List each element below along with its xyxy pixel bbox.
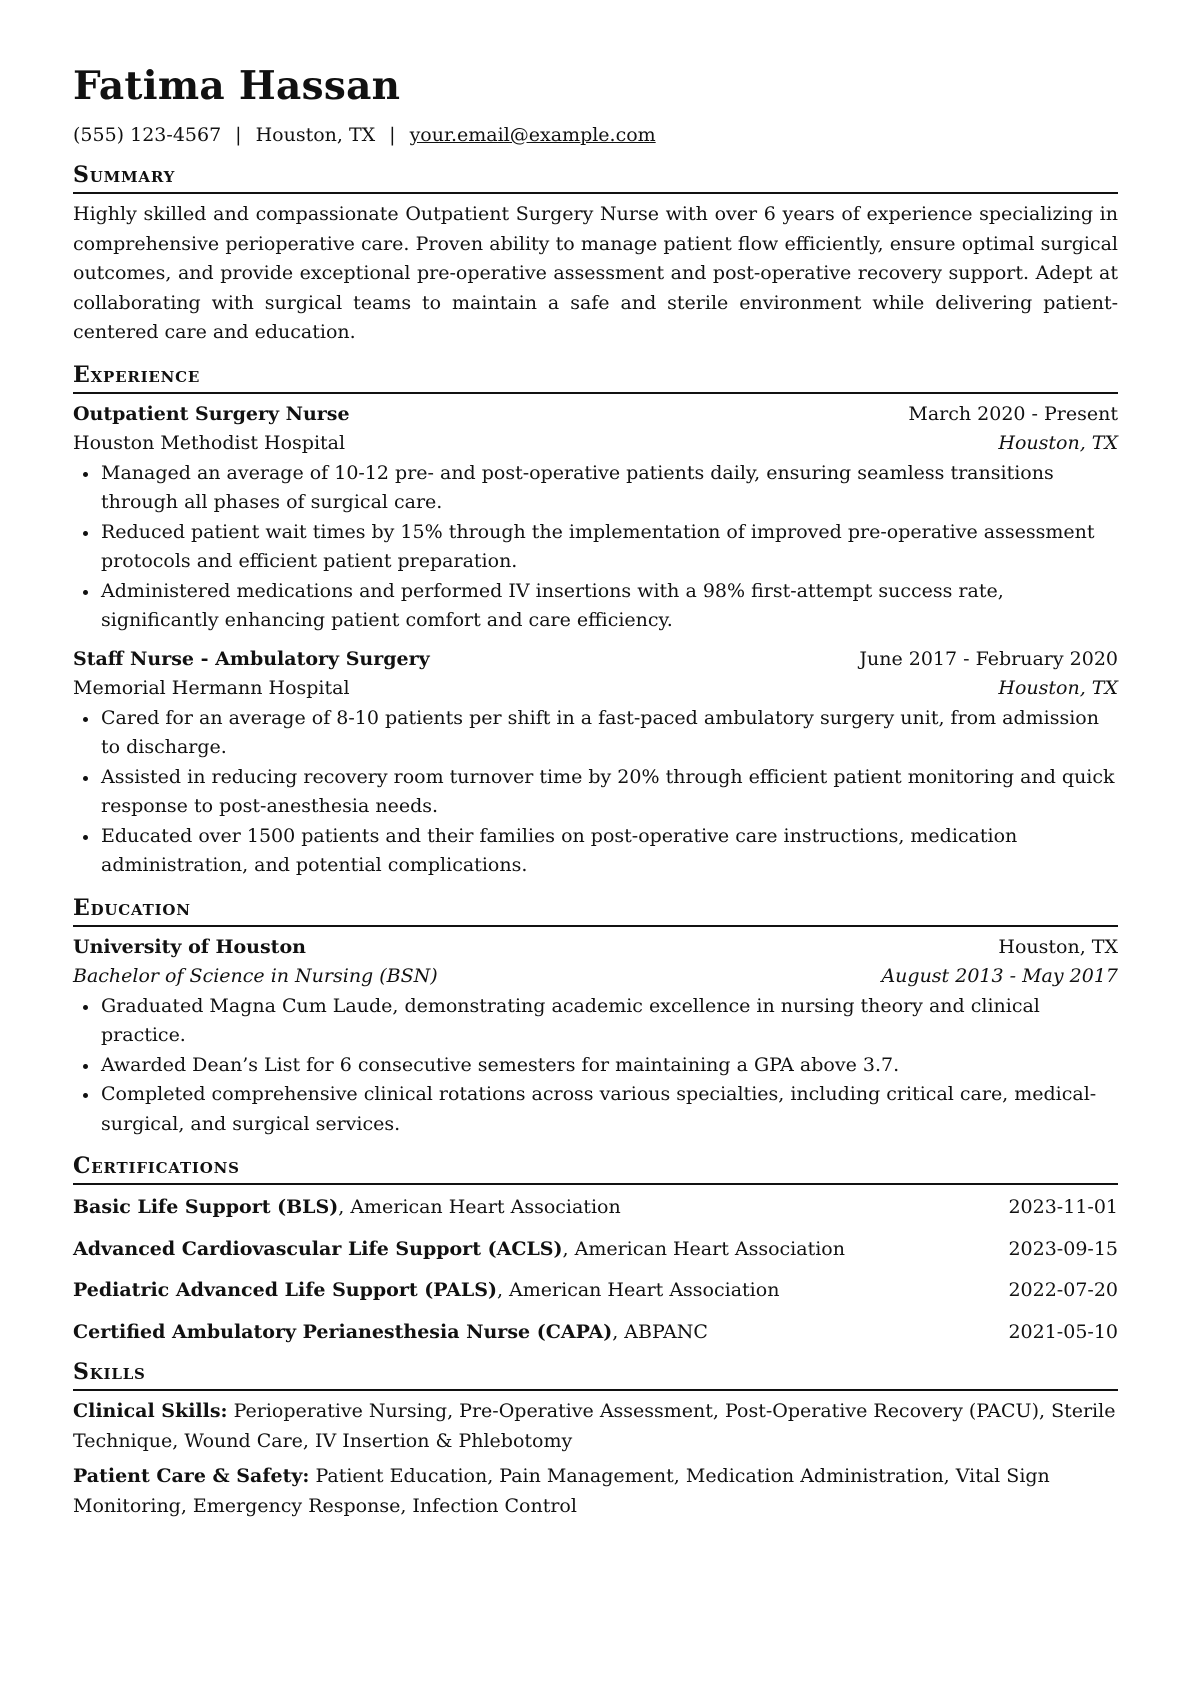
cert-date: 2023-11-01 (1008, 1196, 1118, 1218)
certification-item (73, 1193, 1118, 1223)
contact-line (73, 122, 1118, 148)
job-header (73, 400, 1118, 430)
education-subheader (73, 962, 1118, 992)
job-header (73, 645, 1118, 675)
phone: (555) 123-4567 (73, 124, 222, 146)
job-title: Staff Nurse - Ambulatory Surgery (73, 647, 430, 670)
job-bullets (73, 704, 1118, 881)
job-entry (73, 400, 1118, 636)
job-dates: June 2017 - February 2020 (859, 647, 1118, 670)
separator: | (389, 124, 396, 146)
skill-group-items: Patient Education, Pain Management, Medication Administration, Vital Sign Monitoring, Emergency Response, Infection Control (73, 1465, 1050, 1517)
job-entry (73, 645, 1118, 881)
cert-issuer: , American Heart Association (562, 1237, 845, 1260)
cert-issuer: , American Heart Association (496, 1279, 780, 1301)
bullet-item: Managed an average of 10-12 pre- and post-operative patients daily, ensuring seamless transitions through all phases of surgical care. (73, 459, 1118, 518)
cert-date: 2023-09-15 (1008, 1237, 1118, 1260)
education-entry (73, 933, 1118, 1140)
summary-section (73, 162, 1118, 348)
job-subheader (73, 674, 1118, 704)
job-dates: March 2020 - Present (908, 402, 1118, 425)
cert-name: Pediatric Advanced Life Support (PALS) (73, 1279, 497, 1301)
education-bullets (73, 992, 1118, 1140)
job-location: Houston, TX (998, 432, 1118, 454)
section-title-certifications: Certifications (73, 1153, 1118, 1185)
job-title: Outpatient Surgery Nurse (73, 402, 350, 425)
cert-issuer: , American Heart Association (338, 1196, 621, 1218)
job-bullets (73, 459, 1118, 636)
certification-item (73, 1235, 1118, 1265)
email-link[interactable]: your.email@example.com (409, 124, 656, 146)
school-name: University of Houston (73, 935, 306, 958)
certification-list (73, 1193, 1118, 1347)
job-subheader (73, 429, 1118, 459)
cert-issuer: , ABPANC (612, 1320, 708, 1343)
education-dates: August 2013 - May 2017 (881, 965, 1118, 987)
degree: Bachelor of Science in Nursing (BSN) (73, 965, 438, 987)
candidate-name: Fatima Hassan (73, 63, 401, 109)
education-header (73, 933, 1118, 963)
skill-group (73, 1462, 1118, 1521)
certification-item (73, 1276, 1118, 1306)
skills-section (73, 1359, 1118, 1521)
bullet-item: Reduced patient wait times by 15% through the implementation of improved pre-operative assessment protocols and efficient patient preparation. (73, 518, 1118, 577)
skill-group-label: Clinical Skills: (73, 1400, 228, 1422)
cert-date: 2022-07-20 (1008, 1279, 1118, 1301)
employer: Memorial Hermann Hospital (73, 677, 350, 699)
certification-item (73, 1318, 1118, 1348)
skill-group (73, 1397, 1118, 1456)
experience-section (73, 362, 1118, 881)
school-location: Houston, TX (998, 935, 1118, 958)
cert-name: Basic Life Support (BLS) (73, 1196, 339, 1218)
section-title-skills: Skills (73, 1359, 1118, 1391)
bullet-item: Awarded Dean’s List for 6 consecutive semesters for maintaining a GPA above 3.7. (73, 1051, 1118, 1081)
skill-group-label: Patient Care & Safety: (73, 1465, 310, 1487)
bullet-item: Administered medications and performed IV insertions with a 98% first-attempt success rate, significantly enhancing patient comfort and care efficiency. (73, 577, 1118, 636)
job-location: Houston, TX (998, 677, 1118, 699)
skill-group-items: Perioperative Nursing, Pre-Operative Assessment, Post-Operative Recovery (PACU), Sterile Technique, Wound Care, IV Insertion & Phlebotomy (73, 1400, 1116, 1452)
location: Houston, TX (255, 124, 376, 146)
education-section (73, 895, 1118, 1140)
bullet-item: Cared for an average of 8-10 patients per shift in a fast-paced ambulatory surgery unit, from admission to discharge. (73, 704, 1118, 763)
section-title-summary: Summary (73, 162, 1118, 194)
employer: Houston Methodist Hospital (73, 432, 346, 454)
section-title-education: Education (73, 895, 1118, 927)
separator: | (235, 124, 242, 146)
summary-text: Highly skilled and compassionate Outpatient Surgery Nurse with over 6 years of experience specializing in comprehensive perioperative care. Proven ability to manage patient flow efficiently, ensure optimal surgical outcomes, and provide exceptional pre-operative assessment and post-operative recovery support. Adept at collaborating with surgical teams to maintain a safe and sterile environment while delivering patient-centered care and education. (73, 203, 1118, 343)
certifications-section (73, 1153, 1118, 1347)
bullet-item: Graduated Magna Cum Laude, demonstrating academic excellence in nursing theory and clinical practice. (73, 992, 1118, 1051)
skills-list (73, 1397, 1118, 1521)
bullet-item: Assisted in reducing recovery room turnover time by 20% through efficient patient monitoring and quick response to post-anesthesia needs. (73, 763, 1118, 822)
section-title-experience: Experience (73, 362, 1118, 394)
cert-name: Certified Ambulatory Perianesthesia Nurse (CAPA) (73, 1320, 613, 1343)
cert-name: Advanced Cardiovascular Life Support (ACLS) (73, 1237, 563, 1260)
bullet-item: Educated over 1500 patients and their families on post-operative care instructions, medication administration, and potential complications. (73, 822, 1118, 881)
bullet-item: Completed comprehensive clinical rotations across various specialties, including critical care, medical-surgical, and surgical services. (73, 1080, 1118, 1139)
cert-date: 2021-05-10 (1008, 1320, 1118, 1343)
